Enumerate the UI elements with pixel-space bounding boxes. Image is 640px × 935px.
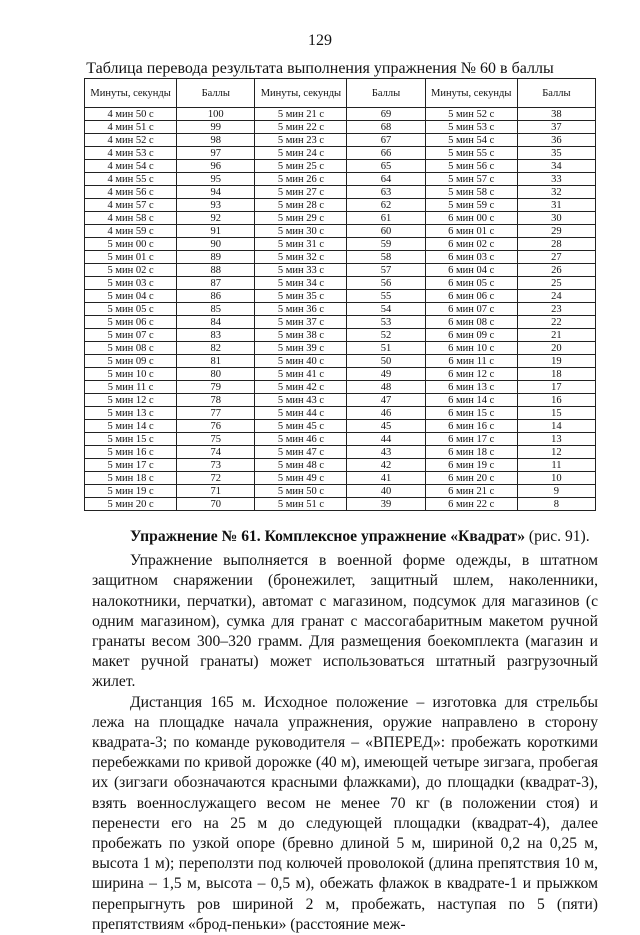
score-cell: 56: [347, 277, 425, 290]
time-cell: 5 мин 24 с: [255, 147, 347, 160]
score-cell: 11: [517, 459, 595, 472]
score-cell: 22: [517, 316, 595, 329]
time-cell: 4 мин 58 с: [85, 212, 177, 225]
score-cell: 68: [347, 121, 425, 134]
score-cell: 32: [517, 186, 595, 199]
time-cell: 5 мин 48 с: [255, 459, 347, 472]
score-cell: 55: [347, 290, 425, 303]
time-cell: 5 мин 03 с: [85, 277, 177, 290]
score-cell: 95: [177, 173, 255, 186]
time-cell: 6 мин 11 с: [425, 355, 517, 368]
score-cell: 29: [517, 225, 595, 238]
column-header: Минуты, секунды: [255, 79, 347, 108]
table-row: [85, 368, 596, 381]
time-cell: 5 мин 50 с: [255, 485, 347, 498]
table-row: [85, 251, 596, 264]
exercise-paragraph: Дистанция 165 м. Исходное положение – изготовка для стрельбы лежа на площадке начала упражнения, оружие направлено в сторону квадрата-3; по команде руководителя – «ВПЕРЕД»: пробежать короткими перебежками по кривой дорожке (40 м), имеющей четыре зигзага, пробегая их (зигзаги обозначаются красными флажками), до площадки (квадрат-3), взять военнослужащего весом не менее 70 кг (в положении стоя) и перенести его на 25 м до следующей площадки (квадрат-4), далее пробежать по узкой опоре (бревно длиной 5 м, шириной 0,2 на 0,25 м, высота 1 м); переползти под колючей проволокой (длина препятствия 10 м, ширина – 1,5 м, высота – 0,5 м), обежать флажок в квадрате-1 и прыжком перепрыгнуть ров шириной 2 м, пробежать, наступая по 5 (пяти) препятствиям «брод-пеньки» (расстояние меж-: [92, 693, 598, 933]
score-cell: 86: [177, 290, 255, 303]
exercise-paragraph: Упражнение выполняется в военной форме одежды, в штатном защитном снаряжении (бронежилет, защитный шлем, наколенники, налокотники, перчатки), автомат с магазином, подсумок для магазинов (с одним магазином), сумка для гранат с массогабаритным макетом ручной гранаты весом 300–320 грамм. Для размещения боекомплекта (магазин и макет ручной гранаты) может использоваться штатный разгрузочный жилет.: [92, 552, 598, 691]
score-cell: 66: [347, 147, 425, 160]
table-row: [85, 498, 596, 511]
score-cell: 57: [347, 264, 425, 277]
column-header: Баллы: [347, 79, 425, 108]
score-cell: 39: [347, 498, 425, 511]
page-number: 129: [308, 32, 332, 49]
score-cell: 24: [517, 290, 595, 303]
table-row: [85, 108, 596, 121]
time-cell: 6 мин 19 с: [425, 459, 517, 472]
time-cell: 5 мин 52 с: [425, 108, 517, 121]
time-cell: 5 мин 13 с: [85, 407, 177, 420]
time-cell: 5 мин 56 с: [425, 160, 517, 173]
table-row: [85, 420, 596, 433]
score-cell: 37: [517, 121, 595, 134]
table-row: [85, 264, 596, 277]
score-cell: 64: [347, 173, 425, 186]
score-cell: 17: [517, 381, 595, 394]
table-row: [85, 147, 596, 160]
time-cell: 5 мин 16 с: [85, 446, 177, 459]
score-cell: 99: [177, 121, 255, 134]
time-cell: 5 мин 55 с: [425, 147, 517, 160]
table-title: Таблица перевода результата выполнения упражнения № 60 в баллы: [86, 60, 554, 77]
time-cell: 5 мин 17 с: [85, 459, 177, 472]
score-cell: 72: [177, 472, 255, 485]
score-cell: 80: [177, 368, 255, 381]
score-cell: 69: [347, 108, 425, 121]
time-cell: 5 мин 02 с: [85, 264, 177, 277]
score-cell: 36: [517, 134, 595, 147]
table-row: [85, 485, 596, 498]
score-cell: 43: [347, 446, 425, 459]
time-cell: 4 мин 51 с: [85, 121, 177, 134]
exercise-heading: [92, 527, 598, 547]
time-cell: 6 мин 20 с: [425, 472, 517, 485]
time-cell: 5 мин 39 с: [255, 342, 347, 355]
table-row: [85, 160, 596, 173]
time-cell: 5 мин 49 с: [255, 472, 347, 485]
time-cell: 6 мин 06 с: [425, 290, 517, 303]
column-header: Баллы: [517, 79, 595, 108]
score-cell: 38: [517, 108, 595, 121]
time-cell: 5 мин 09 с: [85, 355, 177, 368]
time-cell: 5 мин 34 с: [255, 277, 347, 290]
score-cell: 94: [177, 186, 255, 199]
table-row: [85, 329, 596, 342]
time-cell: 5 мин 04 с: [85, 290, 177, 303]
time-cell: 5 мин 14 с: [85, 420, 177, 433]
exercise-heading-title: Упражнение № 61. Комплексное упражнение «Квадрат»: [130, 528, 525, 545]
table-row: [85, 277, 596, 290]
table-row: [85, 446, 596, 459]
score-cell: 52: [347, 329, 425, 342]
time-cell: 6 мин 05 с: [425, 277, 517, 290]
table-row: [85, 290, 596, 303]
score-cell: 71: [177, 485, 255, 498]
score-cell: 18: [517, 368, 595, 381]
table-row: [85, 355, 596, 368]
time-cell: 6 мин 00 с: [425, 212, 517, 225]
table-row: [85, 433, 596, 446]
time-cell: 6 мин 13 с: [425, 381, 517, 394]
time-cell: 6 мин 22 с: [425, 498, 517, 511]
score-cell: 48: [347, 381, 425, 394]
time-cell: 5 мин 54 с: [425, 134, 517, 147]
time-cell: 5 мин 07 с: [85, 329, 177, 342]
score-cell: 34: [517, 160, 595, 173]
score-cell: 61: [347, 212, 425, 225]
exercise-heading-figure-ref: (рис. 91).: [525, 528, 590, 545]
table-row: [85, 381, 596, 394]
score-cell: 79: [177, 381, 255, 394]
table-row: [85, 225, 596, 238]
score-cell: 40: [347, 485, 425, 498]
time-cell: 6 мин 12 с: [425, 368, 517, 381]
time-cell: 5 мин 18 с: [85, 472, 177, 485]
score-cell: 33: [517, 173, 595, 186]
score-cell: 62: [347, 199, 425, 212]
score-cell: 47: [347, 394, 425, 407]
time-cell: 5 мин 27 с: [255, 186, 347, 199]
time-cell: 5 мин 08 с: [85, 342, 177, 355]
score-cell: 97: [177, 147, 255, 160]
time-cell: 5 мин 25 с: [255, 160, 347, 173]
time-cell: 5 мин 45 с: [255, 420, 347, 433]
time-cell: 6 мин 03 с: [425, 251, 517, 264]
score-cell: 73: [177, 459, 255, 472]
time-cell: 5 мин 12 с: [85, 394, 177, 407]
table-row: [85, 134, 596, 147]
time-cell: 5 мин 46 с: [255, 433, 347, 446]
score-cell: 31: [517, 199, 595, 212]
time-cell: 5 мин 20 с: [85, 498, 177, 511]
time-cell: 5 мин 26 с: [255, 173, 347, 186]
score-cell: 49: [347, 368, 425, 381]
score-cell: 81: [177, 355, 255, 368]
time-cell: 4 мин 53 с: [85, 147, 177, 160]
score-cell: 25: [517, 277, 595, 290]
time-cell: 5 мин 29 с: [255, 212, 347, 225]
score-cell: 58: [347, 251, 425, 264]
score-cell: 10: [517, 472, 595, 485]
time-cell: 5 мин 58 с: [425, 186, 517, 199]
time-cell: 6 мин 07 с: [425, 303, 517, 316]
score-cell: 16: [517, 394, 595, 407]
score-cell: 21: [517, 329, 595, 342]
time-cell: 5 мин 19 с: [85, 485, 177, 498]
time-cell: 5 мин 30 с: [255, 225, 347, 238]
time-cell: 5 мин 59 с: [425, 199, 517, 212]
score-cell: 92: [177, 212, 255, 225]
score-cell: 12: [517, 446, 595, 459]
score-cell: 59: [347, 238, 425, 251]
table-row: [85, 303, 596, 316]
score-cell: 53: [347, 316, 425, 329]
time-cell: 6 мин 15 с: [425, 407, 517, 420]
time-cell: 5 мин 36 с: [255, 303, 347, 316]
score-cell: 27: [517, 251, 595, 264]
score-cell: 78: [177, 394, 255, 407]
time-cell: 4 мин 57 с: [85, 199, 177, 212]
time-cell: 5 мин 44 с: [255, 407, 347, 420]
score-cell: 85: [177, 303, 255, 316]
score-cell: 89: [177, 251, 255, 264]
table-row: [85, 472, 596, 485]
score-cell: 35: [517, 147, 595, 160]
table-row: [85, 459, 596, 472]
score-cell: 65: [347, 160, 425, 173]
time-cell: 5 мин 38 с: [255, 329, 347, 342]
score-cell: 93: [177, 199, 255, 212]
column-header: Минуты, секунды: [85, 79, 177, 108]
score-cell: 90: [177, 238, 255, 251]
time-cell: 5 мин 37 с: [255, 316, 347, 329]
score-cell: 15: [517, 407, 595, 420]
time-cell: 5 мин 11 с: [85, 381, 177, 394]
table-row: [85, 173, 596, 186]
time-cell: 5 мин 05 с: [85, 303, 177, 316]
score-cell: 70: [177, 498, 255, 511]
time-cell: 6 мин 04 с: [425, 264, 517, 277]
score-cell: 9: [517, 485, 595, 498]
table-row: [85, 212, 596, 225]
score-cell: 54: [347, 303, 425, 316]
time-cell: 5 мин 22 с: [255, 121, 347, 134]
time-cell: 5 мин 00 с: [85, 238, 177, 251]
score-cell: 82: [177, 342, 255, 355]
score-cell: 26: [517, 264, 595, 277]
score-cell: 84: [177, 316, 255, 329]
time-cell: 4 мин 50 с: [85, 108, 177, 121]
time-cell: 5 мин 51 с: [255, 498, 347, 511]
score-cell: 50: [347, 355, 425, 368]
score-cell: 19: [517, 355, 595, 368]
time-cell: 6 мин 10 с: [425, 342, 517, 355]
time-cell: 5 мин 43 с: [255, 394, 347, 407]
time-cell: 5 мин 35 с: [255, 290, 347, 303]
score-cell: 45: [347, 420, 425, 433]
time-cell: 5 мин 41 с: [255, 368, 347, 381]
score-cell: 51: [347, 342, 425, 355]
score-cell: 60: [347, 225, 425, 238]
table-row: [85, 238, 596, 251]
score-cell: 91: [177, 225, 255, 238]
score-cell: 77: [177, 407, 255, 420]
table-row: [85, 407, 596, 420]
time-cell: 5 мин 47 с: [255, 446, 347, 459]
time-cell: 6 мин 02 с: [425, 238, 517, 251]
time-cell: 5 мин 42 с: [255, 381, 347, 394]
time-cell: 5 мин 40 с: [255, 355, 347, 368]
score-cell: 67: [347, 134, 425, 147]
score-cell: 75: [177, 433, 255, 446]
table-row: [85, 121, 596, 134]
score-cell: 46: [347, 407, 425, 420]
conversion-table: [84, 78, 596, 511]
score-cell: 100: [177, 108, 255, 121]
time-cell: 6 мин 14 с: [425, 394, 517, 407]
time-cell: 5 мин 57 с: [425, 173, 517, 186]
time-cell: 6 мин 01 с: [425, 225, 517, 238]
time-cell: 5 мин 32 с: [255, 251, 347, 264]
time-cell: 6 мин 21 с: [425, 485, 517, 498]
time-cell: 5 мин 53 с: [425, 121, 517, 134]
time-cell: 6 мин 09 с: [425, 329, 517, 342]
score-cell: 63: [347, 186, 425, 199]
table-row: [85, 199, 596, 212]
time-cell: 5 мин 23 с: [255, 134, 347, 147]
score-cell: 44: [347, 433, 425, 446]
time-cell: 4 мин 54 с: [85, 160, 177, 173]
time-cell: 5 мин 15 с: [85, 433, 177, 446]
table-row: [85, 342, 596, 355]
score-cell: 14: [517, 420, 595, 433]
table-row: [85, 394, 596, 407]
time-cell: 4 мин 59 с: [85, 225, 177, 238]
time-cell: 4 мин 55 с: [85, 173, 177, 186]
column-header: Баллы: [177, 79, 255, 108]
score-cell: 74: [177, 446, 255, 459]
score-cell: 42: [347, 459, 425, 472]
table-row: [85, 186, 596, 199]
score-cell: 8: [517, 498, 595, 511]
score-cell: 88: [177, 264, 255, 277]
score-cell: 87: [177, 277, 255, 290]
time-cell: 4 мин 52 с: [85, 134, 177, 147]
score-cell: 96: [177, 160, 255, 173]
table-header-row: [85, 79, 596, 108]
time-cell: 4 мин 56 с: [85, 186, 177, 199]
table-row: [85, 316, 596, 329]
score-cell: 83: [177, 329, 255, 342]
score-cell: 28: [517, 238, 595, 251]
time-cell: 6 мин 18 с: [425, 446, 517, 459]
time-cell: 6 мин 17 с: [425, 433, 517, 446]
time-cell: 5 мин 28 с: [255, 199, 347, 212]
column-header: Минуты, секунды: [425, 79, 517, 108]
time-cell: 5 мин 33 с: [255, 264, 347, 277]
score-cell: 76: [177, 420, 255, 433]
score-cell: 30: [517, 212, 595, 225]
score-cell: 41: [347, 472, 425, 485]
time-cell: 5 мин 01 с: [85, 251, 177, 264]
time-cell: 5 мин 21 с: [255, 108, 347, 121]
score-cell: 23: [517, 303, 595, 316]
time-cell: 5 мин 06 с: [85, 316, 177, 329]
time-cell: 6 мин 16 с: [425, 420, 517, 433]
score-cell: 20: [517, 342, 595, 355]
time-cell: 5 мин 31 с: [255, 238, 347, 251]
time-cell: 6 мин 08 с: [425, 316, 517, 329]
score-cell: 98: [177, 134, 255, 147]
time-cell: 5 мин 10 с: [85, 368, 177, 381]
score-cell: 13: [517, 433, 595, 446]
exercise-text: [92, 527, 598, 935]
